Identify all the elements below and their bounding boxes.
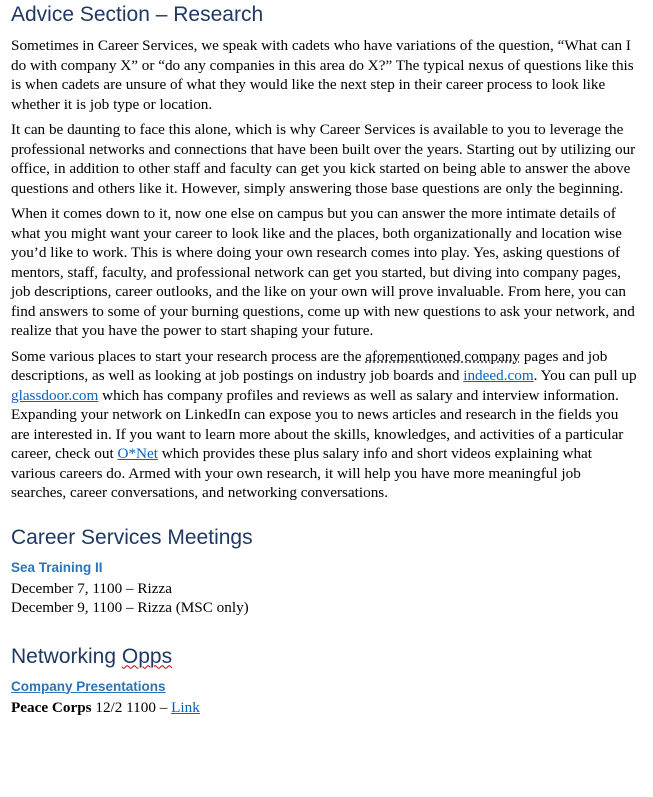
paragraph-text: which has company profiles and reviews as well as salary and interview information. Expanding your network on LinkedIn can expose you to news articles and research in the fields you are interested in. If you want to learn more about the skills, knowledges, and activities of a particular career, check out <box>11 386 624 462</box>
meeting-item: December 9, 1100 – Rizza (MSC only) <box>11 599 249 616</box>
meetings-section <box>11 525 637 618</box>
paragraph-text: which provides these plus salary info and short videos explaining what various careers do. Armed with your own research, it will help you have more meaningful job searches, career conversations, and networking conversations. <box>11 445 593 501</box>
organization-name: Peace Corps <box>11 698 92 716</box>
meeting-item: December 7, 1100 – Rizza <box>11 579 172 597</box>
presentation-entry <box>11 698 637 718</box>
onet-link[interactable]: O*Net <box>117 445 158 462</box>
presentation-link[interactable]: Link <box>171 698 200 716</box>
heading-text: Networking <box>11 644 122 668</box>
advice-paragraph-2: It can be daunting to face this alone, which is why Career Services is available to you to leverage the professional networks and connections that have been built over the years. Starting out by utilizing our office, in addition to other staff and faculty can get you kick started on being able to answer the above questions and others like it. However, simply answering those base questions are only the beginning. <box>11 121 636 197</box>
company-presentations-link[interactable]: Company Presentations <box>11 678 166 694</box>
advice-section-heading: Advice Section – Research <box>11 3 264 26</box>
dotted-underline-text: aforementioned company <box>365 347 521 365</box>
meetings-subheading: Sea Training II <box>11 559 103 575</box>
document-page <box>0 2 653 717</box>
paragraph-text: Some various places to start your research process are the <box>11 347 366 365</box>
presentation-time: 12/2 1100 – <box>91 698 172 716</box>
spellcheck-word: Opps <box>121 644 173 668</box>
advice-paragraph-1: Sometimes in Career Services, we speak with cadets who have variations of the question, “What can I do with company X” or “do any companies in this area do X?” The typical nexus of questions like this is when cadets are unsure of what they would like the next step in their career process to look like whether it is job type or location. <box>11 37 634 113</box>
advice-paragraph-3: When it comes down to it, now one else on campus but you can answer the more intimate details of what you might want your career to look like and the places, both organizationally and location wise you’d like to work. This is where doing your own research comes into play. Yes, asking questions of mentors, staff, faculty, and professional network can get you started, but diving into company pages, job descriptions, career outlooks, and the like on your own will prove invaluable. From here, you can find answers to some of your burning questions, come up with new questions to ask your network, and realize that you have the power to start shaping your future. <box>11 205 635 339</box>
meetings-heading: Career Services Meetings <box>11 525 253 549</box>
advice-paragraph-4 <box>11 347 637 503</box>
indeed-link[interactable]: indeed.com <box>463 367 534 384</box>
paragraph-text: pages and job descriptions, as well as looking at job postings on industry job boards and <box>11 347 608 384</box>
paragraph-text: . You can pull up <box>533 367 637 384</box>
company-presentations-subheading <box>11 678 637 696</box>
networking-section <box>11 644 637 718</box>
networking-heading <box>11 644 637 670</box>
glassdoor-link[interactable]: glassdoor.com <box>11 386 99 404</box>
